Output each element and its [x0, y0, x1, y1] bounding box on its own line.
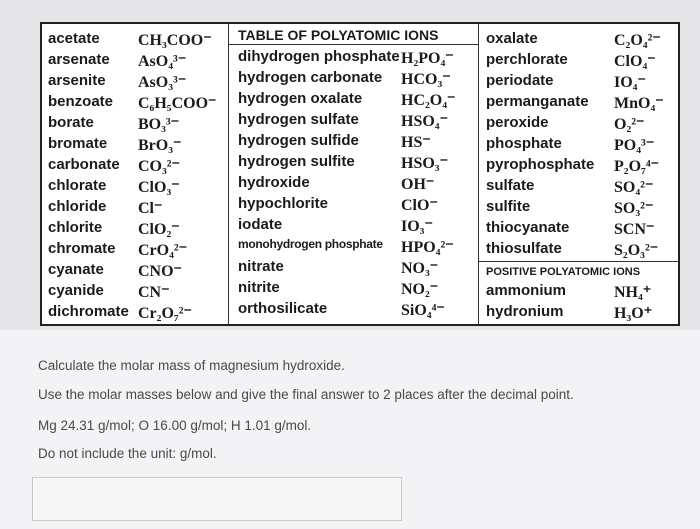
ion-name: hydrogen sulfite	[238, 153, 355, 170]
ion-formula: Cr₂O₇²⁻	[138, 305, 192, 322]
ion-formula: AsO₃³⁻	[138, 74, 187, 91]
ion-name: arsenite	[48, 72, 106, 89]
ion-name: orthosilicate	[238, 300, 328, 317]
ion-name: hydronium	[486, 303, 564, 320]
ion-row	[238, 90, 490, 111]
ion-formula: HSO₄⁻	[401, 113, 449, 130]
ion-name: hydrogen carbonate	[238, 69, 383, 86]
ion-formula: CNO⁻	[138, 263, 182, 280]
anion-column-2	[238, 48, 490, 321]
ion-formula: Cl⁻	[138, 200, 163, 217]
ion-row	[486, 93, 678, 114]
ion-name: borate	[48, 114, 94, 131]
ion-name: iodate	[238, 216, 283, 233]
ion-formula: CO₃²⁻	[138, 158, 181, 175]
ion-row	[238, 111, 490, 132]
ion-row	[48, 240, 228, 261]
ion-row	[48, 30, 228, 51]
ion-formula: H₂PO₄⁻	[401, 50, 454, 67]
ion-row	[486, 282, 678, 303]
ion-name: phosphate	[486, 135, 562, 152]
ion-formula: NH₄⁺	[614, 284, 652, 301]
positive-ions-heading: POSITIVE POLYATOMIC IONS	[478, 261, 678, 282]
ion-row	[48, 219, 228, 240]
ion-row	[238, 300, 490, 321]
ion-formula: MnO₄⁻	[614, 95, 664, 112]
ion-name: dihydrogen phosphate	[238, 48, 400, 65]
ion-formula: SO₄²⁻	[614, 179, 654, 196]
polyatomic-ions-table	[40, 22, 680, 326]
ion-row	[486, 51, 678, 72]
ion-formula: CrO₄²⁻	[138, 242, 188, 259]
ion-formula: S₂O₃²⁻	[614, 242, 659, 259]
ion-row	[486, 177, 678, 198]
ion-name: sulfate	[486, 177, 535, 194]
ion-formula: CH₃COO⁻	[138, 32, 212, 49]
ion-row	[486, 156, 678, 177]
divider-line	[228, 24, 229, 324]
ion-formula: ClO₄⁻	[614, 53, 656, 70]
ion-name: cyanate	[48, 261, 104, 278]
ion-row	[486, 72, 678, 93]
ion-name: hydrogen sulfide	[238, 132, 359, 149]
question-line: Mg 24.31 g/mol; O 16.00 g/mol; H 1.01 g/mol.	[38, 418, 312, 433]
ion-row	[486, 240, 678, 261]
ion-formula: BrO₃⁻	[138, 137, 182, 154]
ion-name: bromate	[48, 135, 108, 152]
ion-formula: PO₄³⁻	[614, 137, 655, 154]
ion-row	[486, 114, 678, 135]
ion-row	[238, 132, 490, 153]
ion-row	[486, 303, 678, 324]
ion-name: hypochlorite	[238, 195, 329, 212]
ion-formula: SCN⁻	[614, 221, 655, 238]
ion-row	[48, 261, 228, 282]
anion-column-3	[486, 30, 678, 324]
ion-name: monohydrogen phosphate	[238, 237, 383, 251]
ion-row	[48, 156, 228, 177]
ion-name: sulfite	[486, 198, 531, 215]
ion-formula: P₂O₇⁴⁻	[614, 158, 660, 175]
ion-row	[238, 216, 490, 237]
ion-row	[238, 195, 490, 216]
question-line: Calculate the molar mass of magnesium hydroxide.	[38, 358, 345, 373]
ion-name: chlorate	[48, 177, 107, 194]
ion-row	[486, 30, 678, 51]
ion-formula: C₆H₅COO⁻	[138, 95, 217, 112]
ion-row	[486, 219, 678, 240]
ion-row	[48, 303, 228, 324]
ion-name: chlorite	[48, 219, 103, 236]
ion-formula: ClO⁻	[401, 197, 438, 214]
ion-formula: IO₄⁻	[614, 74, 646, 91]
ion-name: benzoate	[48, 93, 114, 110]
ion-name: pyrophosphate	[486, 156, 595, 173]
anion-column-1	[48, 30, 228, 324]
ion-row	[48, 72, 228, 93]
ion-formula: ClO₃⁻	[138, 179, 180, 196]
ion-formula: NO₃⁻	[401, 260, 439, 277]
ion-name: thiosulfate	[486, 240, 562, 257]
answer-input[interactable]	[32, 477, 402, 521]
ion-name: cyanide	[48, 282, 104, 299]
ion-formula: HC₂O₄⁻	[401, 92, 456, 109]
ion-formula: IO₃⁻	[401, 218, 433, 235]
ion-row	[238, 69, 490, 90]
ion-name: chloride	[48, 198, 107, 215]
ion-row	[48, 51, 228, 72]
ion-name: hydrogen oxalate	[238, 90, 363, 107]
ion-row	[238, 237, 490, 258]
ion-name: acetate	[48, 30, 100, 47]
ion-formula: HCO₃⁻	[401, 71, 451, 88]
ion-formula: CN⁻	[138, 284, 170, 301]
ion-formula: ClO₂⁻	[138, 221, 180, 238]
ion-name: oxalate	[486, 30, 538, 47]
ion-formula: O₂²⁻	[614, 116, 645, 133]
ion-formula: HPO₄²⁻	[401, 239, 454, 256]
divider-line	[228, 44, 478, 45]
ion-row	[48, 282, 228, 303]
ion-row	[238, 258, 490, 279]
ion-formula: H₃O⁺	[614, 305, 653, 322]
ion-row	[486, 135, 678, 156]
ion-row	[238, 174, 490, 195]
ion-formula: C₂O₄²⁻	[614, 32, 661, 49]
ion-name: hydrogen sulfate	[238, 111, 359, 128]
ion-name: perchlorate	[486, 51, 568, 68]
ion-formula: BO₃³⁻	[138, 116, 180, 133]
ion-row	[48, 114, 228, 135]
ion-name: nitrate	[238, 258, 284, 275]
ion-row	[48, 93, 228, 114]
ion-formula: SiO₄⁴⁻	[401, 302, 445, 319]
question-line: Use the molar masses below and give the final answer to 2 places after the decimal point.	[38, 387, 574, 402]
ion-row	[48, 177, 228, 198]
ion-row	[486, 198, 678, 219]
ion-name: chromate	[48, 240, 116, 257]
ion-formula: OH⁻	[401, 176, 435, 193]
ion-name: periodate	[486, 72, 554, 89]
ion-name: dichromate	[48, 303, 129, 320]
ion-name: nitrite	[238, 279, 280, 296]
ion-formula: HSO₃⁻	[401, 155, 449, 172]
ion-row	[238, 153, 490, 174]
ion-name: hydroxide	[238, 174, 310, 191]
ion-row	[238, 48, 490, 69]
ion-formula: NO₂⁻	[401, 281, 439, 298]
ion-formula: HS⁻	[401, 134, 431, 151]
table-title: TABLE OF POLYATOMIC IONS	[238, 27, 439, 43]
ion-name: peroxide	[486, 114, 549, 131]
ion-formula: AsO₄³⁻	[138, 53, 187, 70]
ion-row	[48, 198, 228, 219]
ion-name: carbonate	[48, 156, 120, 173]
question-line: Do not include the unit: g/mol.	[38, 446, 217, 461]
ion-name: thiocyanate	[486, 219, 570, 236]
ion-row	[48, 135, 228, 156]
ion-formula: SO₃²⁻	[614, 200, 654, 217]
ion-row	[238, 279, 490, 300]
ion-name: ammonium	[486, 282, 567, 299]
ion-name: arsenate	[48, 51, 110, 68]
ion-name: permanganate	[486, 93, 589, 110]
